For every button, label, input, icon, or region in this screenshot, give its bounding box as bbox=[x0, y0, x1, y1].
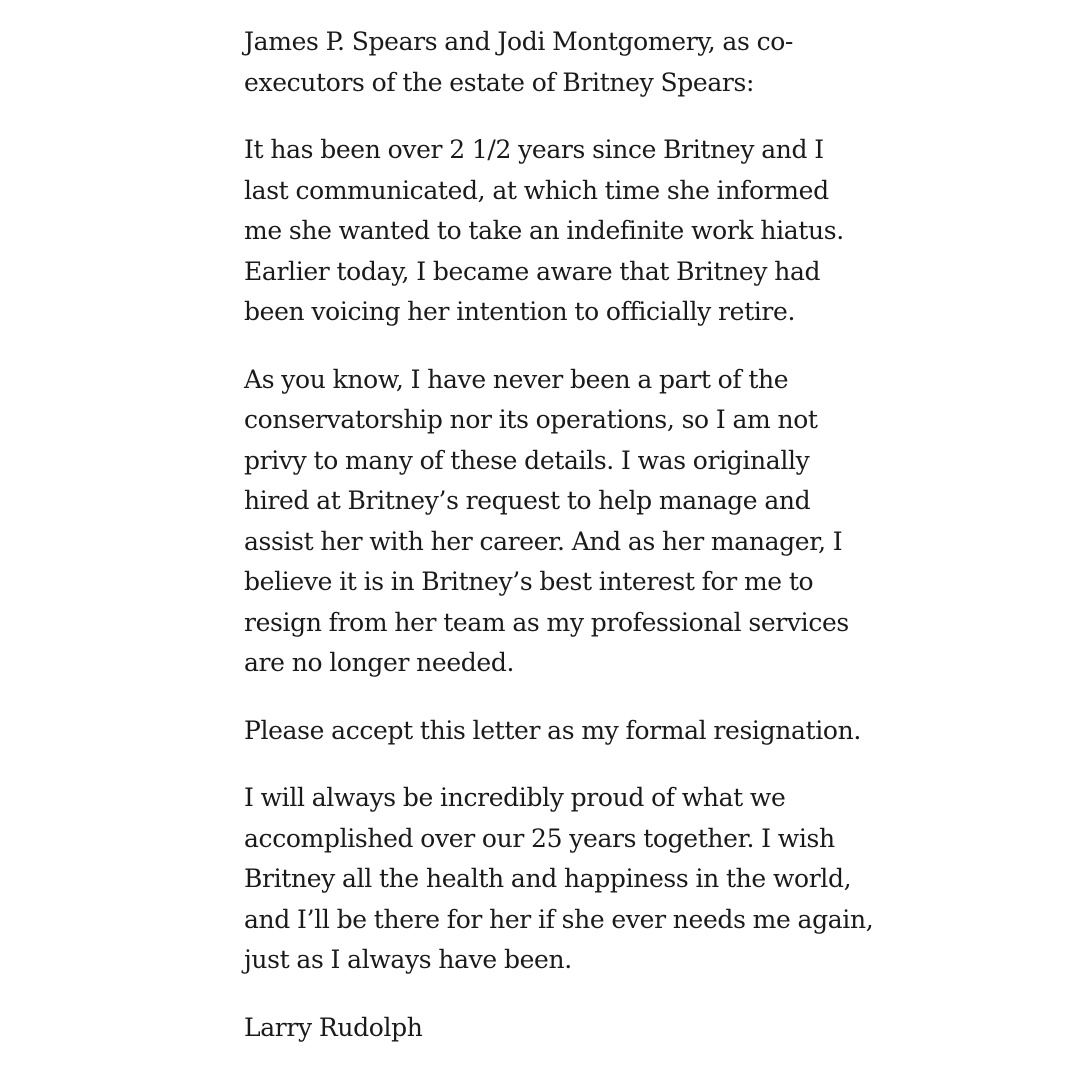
paragraph-line: been voicing her intention to officially retire. bbox=[244, 297, 796, 326]
paragraph-line: are no longer needed. bbox=[244, 648, 515, 677]
salutation-line: James P. Spears and Jodi Montgomery, as co- bbox=[244, 27, 794, 56]
paragraph-line: Britney all the health and happiness in the world, bbox=[244, 864, 852, 893]
paragraph-line: Earlier today, I became aware that Britney had bbox=[244, 256, 821, 286]
paragraph-line: resign from her team as my professional services bbox=[244, 607, 849, 637]
paragraph-line: It has been over 2 1/2 years since Britney and I bbox=[244, 135, 824, 164]
paragraph-line: privy to many of these details. I was originally bbox=[244, 445, 810, 475]
paragraph-line: I will always be incredibly proud of what we bbox=[244, 783, 786, 812]
paragraph-line: Please accept this letter as my formal resignation. bbox=[244, 715, 861, 745]
paragraph-line: believe it is in Britney’s best interest for me to bbox=[244, 567, 814, 596]
paragraph-line: As you know, I have never been a part of the bbox=[244, 364, 789, 394]
paragraph-line: me she wanted to take an indefinite work hiatus. bbox=[244, 216, 844, 245]
paragraph-line: and I’ll be there for her if she ever needs me again, bbox=[244, 904, 874, 934]
signature bbox=[244, 1008, 864, 1049]
letter-body bbox=[244, 22, 874, 1075]
paragraph-line: conservatorship nor its operations, so I am not bbox=[244, 405, 818, 434]
paragraph-closing bbox=[244, 778, 874, 981]
salutation bbox=[244, 22, 864, 103]
paragraph-line: hired at Britney’s request to help manage and bbox=[244, 486, 811, 515]
signature-name: Larry Rudolph bbox=[244, 1012, 423, 1042]
paragraph-line: just as I always have been. bbox=[244, 945, 572, 974]
salutation-line: executors of the estate of Britney Spears: bbox=[244, 67, 755, 97]
paragraph-conservatorship bbox=[244, 360, 864, 684]
paragraph-hiatus bbox=[244, 130, 864, 333]
paragraph-resignation bbox=[244, 711, 864, 752]
paragraph-line: last communicated, at which time she informed bbox=[244, 175, 829, 205]
paragraph-line: assist her with her career. And as her manager, I bbox=[244, 526, 843, 556]
paragraph-line: accomplished over our 25 years together. I wish bbox=[244, 823, 835, 853]
